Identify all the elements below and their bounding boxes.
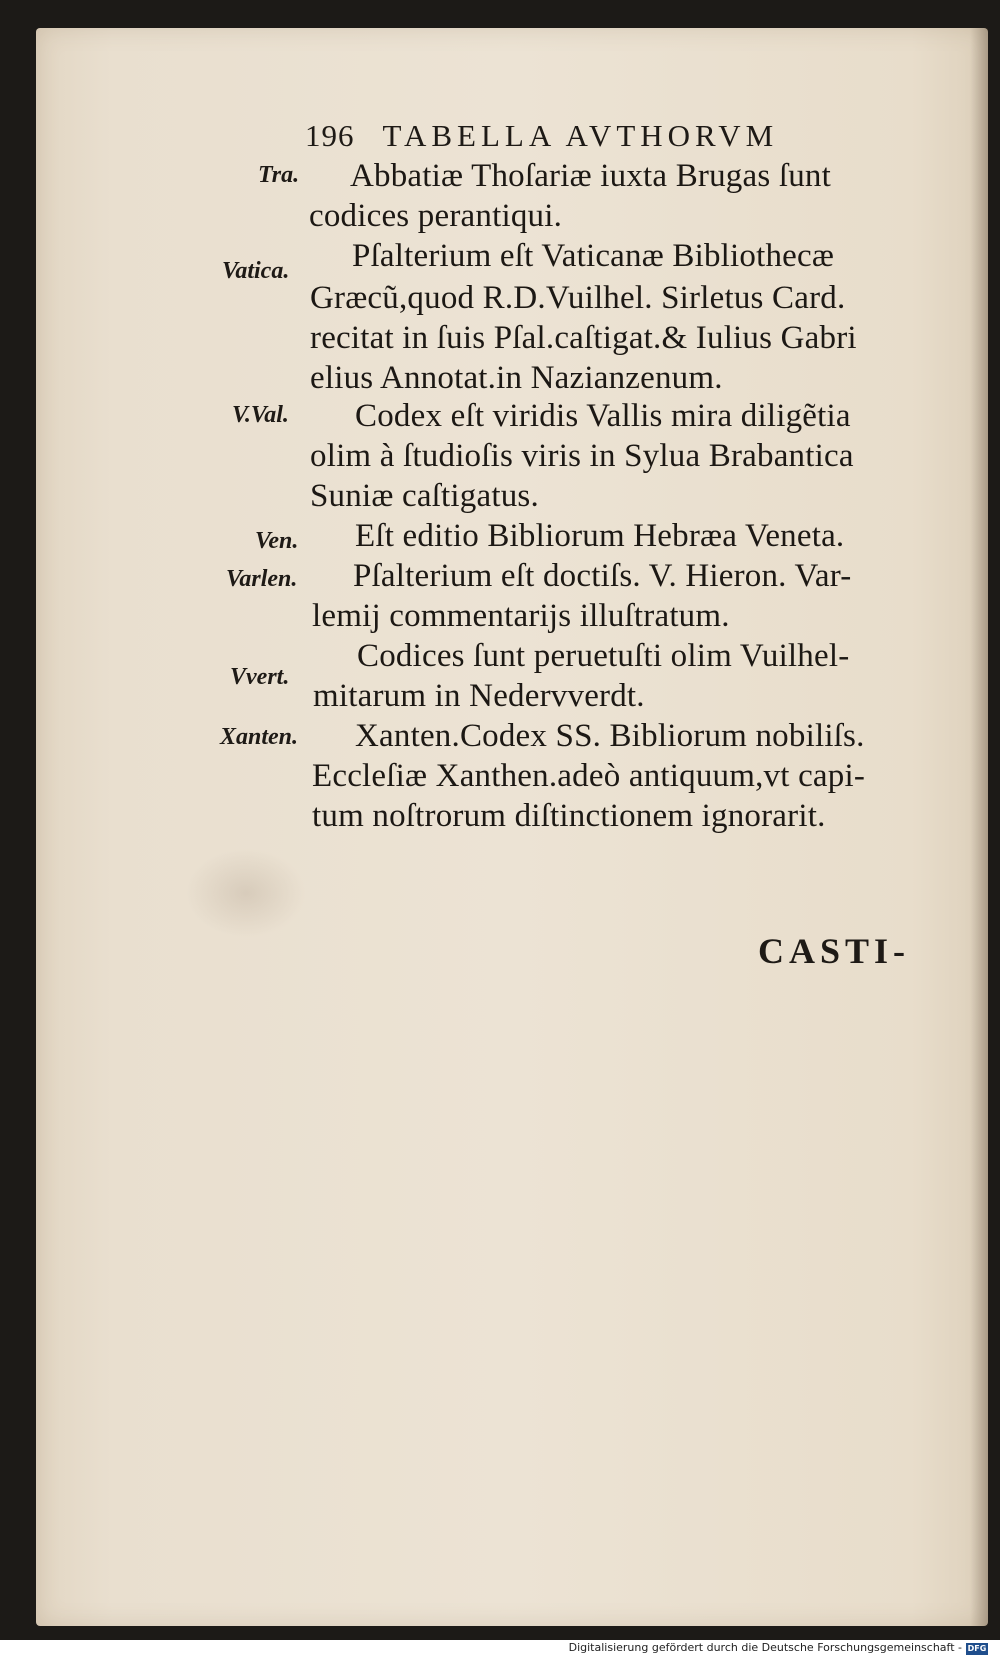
entry-text-line: mitarum in Nedervverdt.: [313, 678, 645, 714]
entry-text-line: olim à ſtudioſis viris in Sylua Brabantica: [310, 438, 854, 474]
entry-text-line: Græcũ,quod R.D.Vuilhel. Sirletus Card.: [310, 280, 846, 316]
catchword: CASTI-: [758, 931, 911, 971]
entry-siglum: V.Val.: [232, 402, 289, 428]
entry-text-line: codices perantiqui.: [309, 198, 563, 234]
entry-text-line: Codex eſt viridis Vallis mira diligẽtia: [355, 398, 851, 434]
entry-text-line: recitat in ſuis Pſal.caſtigat.& Iulius Gabri: [310, 320, 857, 356]
entry-siglum: Vatica.: [222, 258, 290, 284]
running-head-title: TABELLA AVTHORVM: [382, 118, 779, 153]
entry-text-line: Pſalterium eſt doctiſs. V. Hieron. Var-: [353, 558, 852, 594]
entry-text-line: Eſt editio Bibliorum Hebræa Veneta.: [355, 518, 845, 554]
entry-text-line: Abbatiæ Thoſariæ iuxta Brugas ſunt: [350, 158, 831, 194]
entry-text-line: Xanten.Codex SS. Bibliorum nobiliſs.: [355, 718, 865, 754]
entry-siglum: Vvert.: [230, 664, 290, 690]
entry-text-line: Suniæ caſtigatus.: [310, 478, 539, 514]
entry-text-line: elius Annotat.in Nazianzenum.: [310, 360, 723, 396]
entry-siglum: Xanten.: [220, 724, 299, 750]
entry-text-line: tum noſtrorum diſtinctionem ignorarit.: [312, 798, 826, 834]
entry-siglum: Varlen.: [226, 566, 298, 592]
entry-siglum: Tra.: [258, 162, 300, 188]
entry-siglum: Ven.: [255, 528, 299, 554]
entry-text-line: Eccleſiæ Xanthen.adeò antiquum,vt capi-: [312, 758, 866, 794]
footer-credit: Digitalisierung gefördert durch die Deutsche Forschungsgemeinschaft -: [568, 1641, 962, 1654]
entry-text-line: lemij commentarijs illuſtratum.: [312, 598, 730, 634]
entry-text-line: Codices ſunt peruetuſti olim Vuilhel-: [357, 638, 850, 674]
dfg-logo: DFG: [967, 1644, 987, 1653]
entry-text-line: Pſalterium eſt Vaticanæ Bibliothecæ: [352, 238, 835, 274]
page-number: 196: [305, 118, 355, 153]
